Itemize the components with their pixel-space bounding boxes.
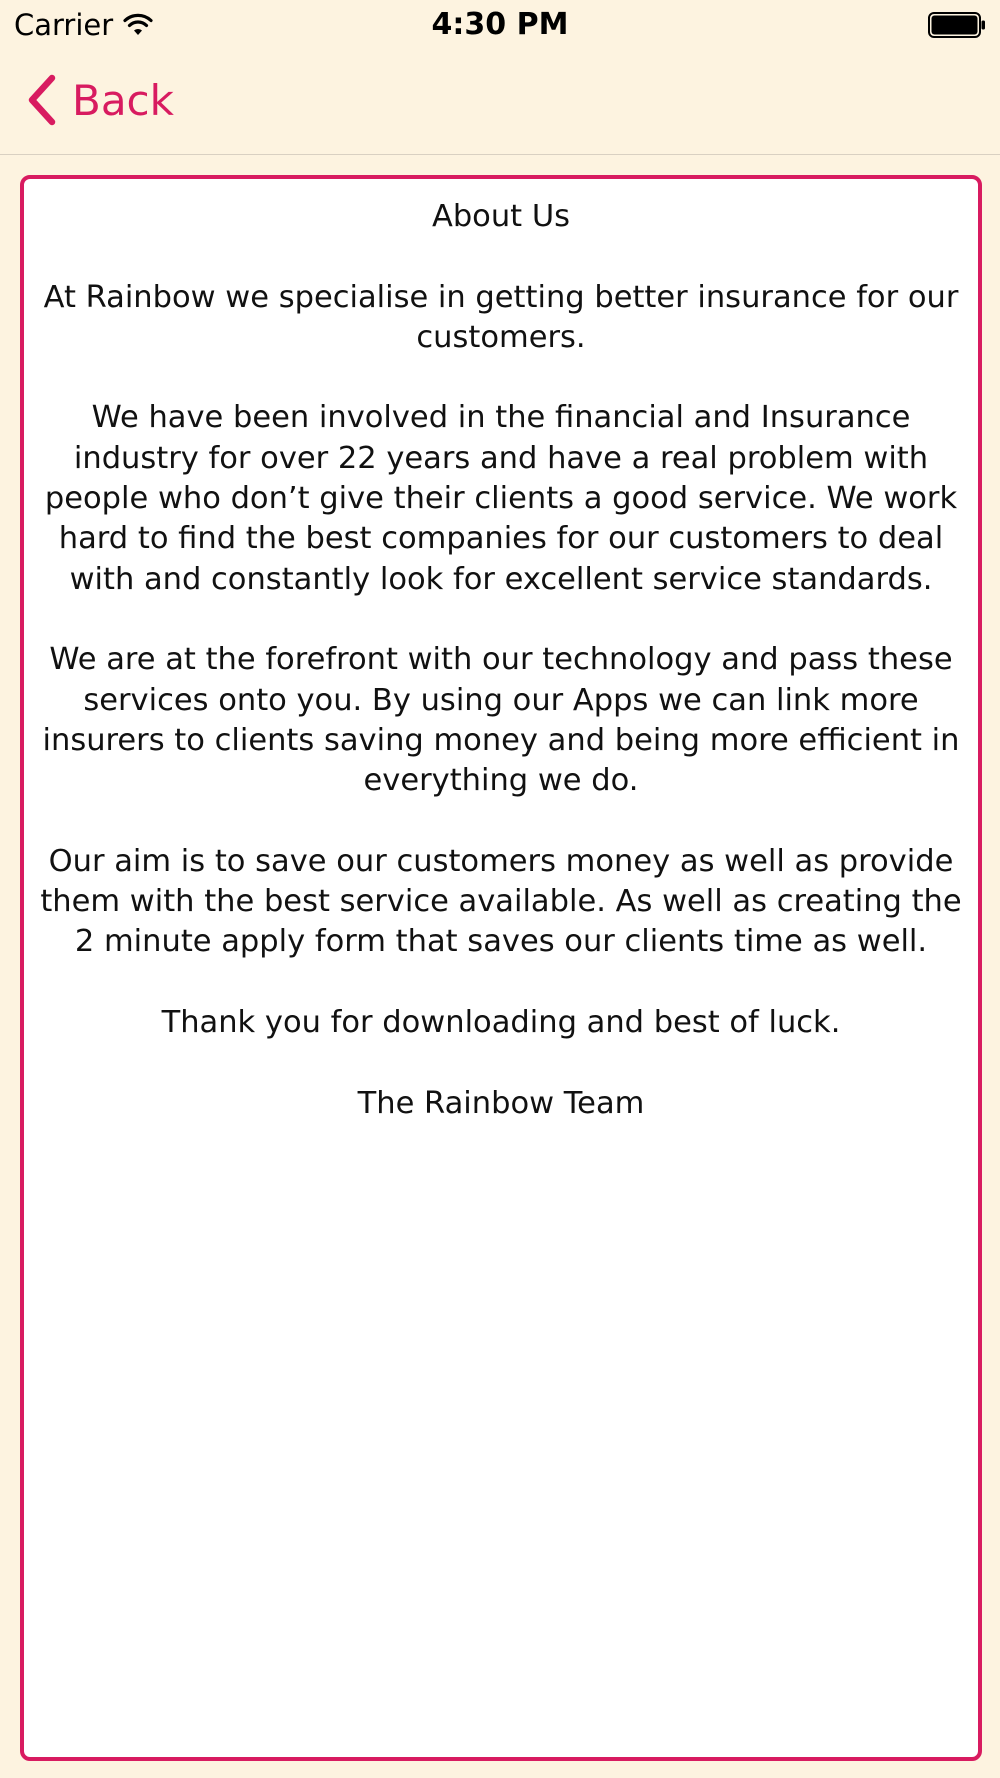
about-paragraph-thanks: Thank you for downloading and best of luck. (161, 1004, 841, 1040)
carrier-label: Carrier (14, 8, 114, 42)
navigation-bar (0, 50, 1000, 155)
battery-icon (928, 12, 986, 38)
about-paragraph-technology: We are at the forefront with our technology and pass these services onto you. By using our Apps we can link more insurers to clients saving money and being more efficient in everything we do. (42, 642, 960, 799)
about-paragraph-experience: We have been involved in the financial and Insurance industry for over 22 years and have a real problem with people who don’t give their clients a good service. We work hard to find the best companies for our customers to deal with and constantly look for excellent service standards. (44, 400, 958, 597)
about-paragraph-aim: Our aim is to save our customers money as well as provide them with the best service available. As well as creating the 2 minute apply form that saves our clients time as well. (40, 843, 962, 960)
about-signature: The Rainbow Team (357, 1085, 645, 1121)
status-time: 4:30 PM (431, 7, 569, 42)
about-us-title: About Us (431, 199, 571, 234)
status-bar (0, 0, 1000, 50)
back-button[interactable] (26, 74, 174, 126)
about-us-content (24, 179, 978, 1124)
back-label: Back (72, 75, 174, 125)
about-paragraph-intro: At Rainbow we specialise in getting better insurance for our customers. (43, 279, 959, 355)
about-us-text-view[interactable] (20, 175, 982, 1761)
chevron-left-icon (26, 74, 58, 126)
